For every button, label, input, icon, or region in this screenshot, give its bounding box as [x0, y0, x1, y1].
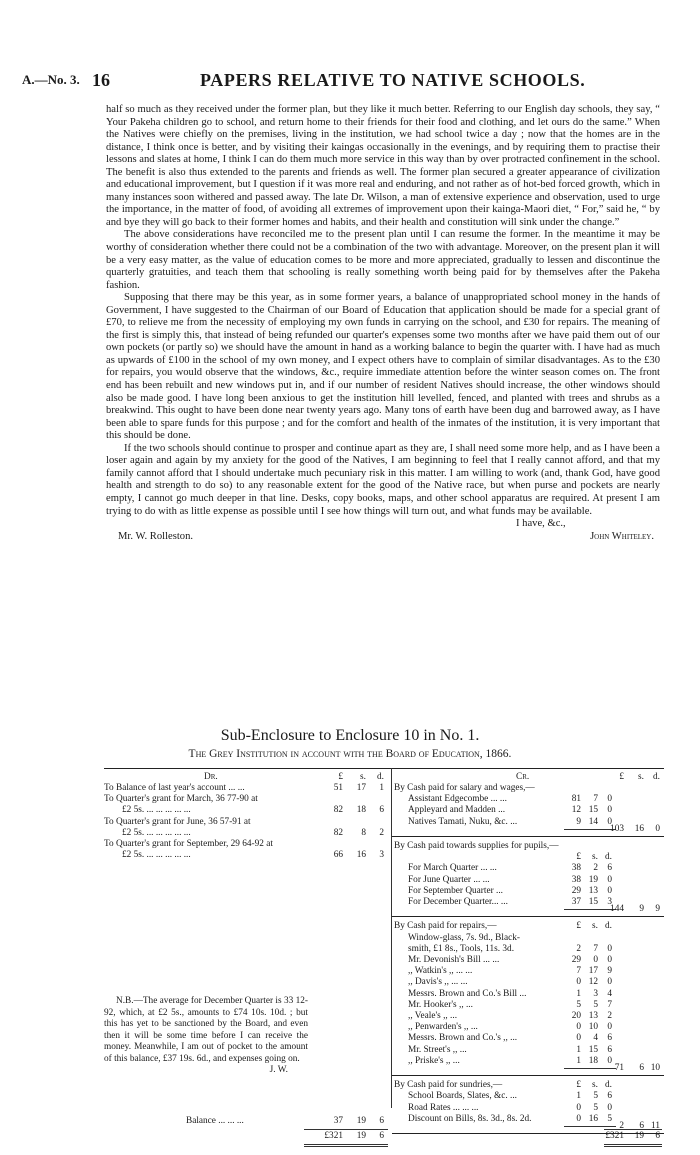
page-header [0, 72, 700, 92]
note-initials: J. W. [269, 1065, 288, 1075]
credit-item-label: Messrs. Brown and Co.'s ,, ... [408, 1033, 518, 1044]
credit-item-shillings: 2 [593, 863, 598, 874]
credit-group-total-shillings: 6 [639, 1121, 644, 1131]
debit-entry-text: £2 5s. ... ... ... ... ... [122, 805, 191, 816]
page-title: PAPERS RELATIVE TO NATIVE SCHOOLS. [200, 70, 586, 90]
debit-entry-pence: 6 [379, 805, 384, 816]
account-note [104, 996, 308, 1077]
cr-shillings-header: s. [638, 772, 644, 782]
dr-pounds-header: £ [338, 772, 343, 782]
credit-item-pounds: 7 [576, 966, 581, 977]
credit-item-shillings: 14 [588, 816, 598, 827]
credit-item-label: ,, Penwarden's ,, ... [408, 1022, 478, 1033]
cr-total-shillings: 19 [634, 1131, 644, 1142]
credit-item-pounds: 38 [571, 863, 581, 874]
credit-group-total-shillings: 6 [639, 1063, 644, 1073]
credit-item-shillings: 3 [593, 988, 598, 999]
credit-item-label: ,, Priske's ,, ... [408, 1055, 460, 1066]
cr-total-pounds: £321 [605, 1131, 624, 1142]
credit-item-shillings: 10 [588, 1022, 598, 1033]
credit-item-shillings: 7 [593, 943, 598, 954]
credit-item-pounds: 29 [571, 955, 581, 965]
credit-group-title: By Cash paid towards supplies for pupils,— [394, 841, 559, 851]
debit-entry-pounds: 66 [333, 850, 343, 861]
credit-item-pence: 0 [607, 794, 612, 805]
column-divider [391, 768, 392, 1108]
debit-entry-text: £2 5s. ... ... ... ... ... [122, 827, 191, 838]
credit-item-label: Mr. Street's ,, ... [408, 1044, 467, 1055]
credit-group-total-pence: 9 [655, 904, 660, 915]
cr-pence-header: d. [653, 772, 660, 782]
credit-item-label: smith, £1 8s., Tools, 11s. 3d. [408, 943, 515, 954]
credit-item-pounds: 0 [576, 977, 581, 988]
credit-group-total-pence: 10 [650, 1063, 660, 1073]
account-table [104, 768, 664, 1142]
credit-item-pence: 0 [607, 977, 612, 988]
addressee: Mr. W. Rolleston. [118, 531, 194, 543]
credit-item-shillings: 16 [588, 1113, 598, 1124]
credit-group-total-shillings: 16 [634, 823, 644, 834]
credit-item-pounds: 1 [576, 1055, 581, 1066]
credit-item-pence: 0 [607, 943, 612, 954]
letter-body [106, 104, 660, 544]
credit-group-title: By Cash paid for salary and wages,— [394, 783, 535, 793]
credit-item-shillings: 18 [588, 1055, 598, 1066]
credit-item-shillings: 0 [593, 955, 598, 965]
document-reference: A.—No. 3. [22, 72, 80, 87]
credit-item-shillings: 15 [588, 897, 598, 907]
credit-shillings-subheader: s. [592, 852, 598, 863]
closing-phrase: I have, &c., [516, 518, 566, 530]
dr-total-pence: 6 [379, 1131, 384, 1142]
debit-entry-text: To Quarter's grant for September, 29 64-92 at [104, 839, 273, 849]
credit-item-pounds: 0 [576, 1102, 581, 1113]
credit-item-pounds: 37 [571, 897, 581, 907]
credit-item-shillings: 19 [588, 874, 598, 885]
credit-item-pence: 0 [607, 1102, 612, 1113]
credit-item-label: Road Rates ... ... ... [408, 1102, 479, 1113]
credit-item-label: Mr. Hooker's ,, ... [408, 999, 473, 1010]
credit-item-label: For September Quarter ... [408, 885, 504, 896]
credit-pence-subheader: d. [605, 921, 612, 932]
credit-item-pence: 0 [607, 1022, 612, 1033]
credit-item-pounds: 5 [576, 999, 581, 1010]
credit-item-pounds: 0 [576, 1022, 581, 1033]
dr-shillings-header: s. [360, 772, 366, 782]
dr-label: Dr. [204, 772, 218, 782]
credit-item-pounds: 0 [576, 1033, 581, 1044]
debit-entry-pence: 1 [379, 783, 384, 793]
debit-entry-text: To Quarter's grant for June, 36 57-91 at [104, 816, 251, 827]
table-top-rule [104, 768, 664, 769]
dr-total-shillings: 19 [356, 1131, 366, 1142]
balance-pounds: 37 [333, 1116, 343, 1126]
balance-pence: 6 [379, 1116, 384, 1126]
credit-item-pounds: 2 [576, 943, 581, 954]
subtotal-rule [564, 909, 616, 910]
credit-item-pence: 6 [607, 863, 612, 874]
credit-pounds-subheader: £ [576, 852, 581, 863]
credit-item-label: Assistant Edgecombe ... ... [408, 794, 507, 805]
credit-pounds-subheader: £ [576, 921, 581, 932]
credit-shillings-subheader: s. [592, 1080, 598, 1091]
credit-group-total-shillings: 9 [639, 904, 644, 915]
cr-label: Cr. [516, 772, 530, 782]
cr-total-pence: 6 [655, 1131, 660, 1142]
credit-item-shillings: 15 [588, 1044, 598, 1055]
credit-item-pence: 6 [607, 1044, 612, 1055]
credit-item-shillings: 17 [588, 966, 598, 977]
dr-pence-header: d. [377, 772, 384, 782]
paragraph: Supposing that there may be this year, as in some former years, a balance of unappropriated school money in the hands of Government, I have suggested to the Chairman of our Board of Education that application should be made for a special grant of £70, to relieve me from the necessity of employing my own funds in carrying on the school, and £30 for repairs. The meaning of the first is simply this, that instead of being refunded our quarter's expenses some two months after we have paid them out of our own pockets (or partly so) we should have the amount in hand as a working balance to begin the quarter with. I have had as much as upwards of £100 in the school of my own money, and I expect others have to complain of similar disadvantages. As to the £30 for repairs, you would observe that the windows, &c., require immediate attention before the winter season comes on. The front end has been rebuilt and new windows put in, and if our number of resident Natives should increase, the other windows should also be made good. I have long been anxious to get the institution hill levelled, fenced, and planted with trees and shrubs as a breakwind. This ought to have been done near twenty years ago. Many tons of earth have been dug and barrowed away, as I have been able to spare funds for this purpose ; and for the comfort and health of the inmates of the institution, it is very important that this should be done. [106, 292, 660, 442]
subtotal-rule [564, 1126, 616, 1127]
credit-item-pence: 9 [607, 966, 612, 977]
total-rule [304, 1129, 388, 1130]
credit-item-shillings: 13 [588, 885, 598, 896]
credit-item-pounds: 1 [576, 1091, 581, 1102]
credit-item-pence: 0 [607, 955, 612, 965]
credit-item-label: Messrs. Brown and Co.'s Bill ... [408, 988, 527, 999]
credit-item-pounds: 9 [576, 816, 581, 827]
credit-item-pence: 6 [607, 1091, 612, 1102]
debit-entry-pounds: 51 [333, 783, 343, 793]
dr-total-pounds: £321 [324, 1131, 343, 1142]
paragraph: The above considerations have reconciled me to the present plan until I can resume the former. In the meantime it may be worthy of consideration whether there could not be a combination of the two with advantage. Moreover, on the present plan it will be a very easy matter, as the value of education comes to be more and more appreciated, gradually to lessen and discontinue the quarterly gratuities, and teach them that schooling is really something worth being paid for by themselves after the Pakeha fashion. [106, 229, 660, 291]
credit-group-total-pence: 0 [655, 823, 660, 834]
double-rule [304, 1144, 388, 1147]
credit-item-shillings: 12 [588, 977, 598, 988]
credit-item-label: For December Quarter... ... [408, 897, 508, 907]
debit-entry-pounds: 82 [333, 805, 343, 816]
credit-item-pounds: 81 [571, 794, 581, 805]
credit-group-title: By Cash paid for sundries,— [394, 1080, 503, 1091]
credit-item-shillings: 13 [588, 1011, 598, 1021]
credit-item-pence: 3 [607, 897, 612, 907]
credit-item-pence: 0 [607, 805, 612, 816]
signature-line [106, 531, 660, 544]
credit-item-pence: 4 [607, 988, 612, 999]
credit-group-total-pence: 11 [651, 1121, 660, 1131]
balance-label: Balance ... ... ... [186, 1116, 244, 1126]
credit-item-pence: 7 [607, 999, 612, 1010]
credit-group-total-pounds: 103 [610, 823, 624, 834]
credit-item-pounds: 38 [571, 874, 581, 885]
credit-group-title: Window-glass, 7s. 9d., Black- [408, 932, 520, 943]
credit-item-label: Natives Tamati, Nuku, &c. ... [408, 816, 518, 827]
total-rule [604, 1129, 662, 1130]
subenclosure-subheading: The Grey Institution in account with the Board of Education, 1866. [188, 748, 512, 760]
credit-item-pence: 5 [607, 1113, 612, 1124]
paragraph: If the two schools should continue to prosper and continue apart as they are, I shall need some more help, and as I have been a loser again and again by my anxiety for the good of the Natives, I am beginning to feel that I really cannot afford, and that my family cannot afford that I should undertake much pecuniary risk in this matter. I am willing to work (and, thank God, have good health and strength to do so) to any reasonable extent for the good of the Native race, but when purse and pockets are nearly empty, I cannot go much deeper in that line. Desks, copy books, maps, and other school apparatus are required. At present I am trying to do with as little expense as possible until I see how things will turn out, and what funds may be available. [106, 442, 660, 517]
credit-item-label: For March Quarter ... ... [408, 863, 497, 874]
double-rule [604, 1144, 662, 1147]
credit-item-shillings: 5 [593, 1102, 598, 1113]
debit-entry-shillings: 18 [356, 805, 366, 816]
credit-item-label: School Boards, Slates, &c. ... [408, 1091, 517, 1102]
credit-item-pence: 0 [607, 1055, 612, 1066]
credit-item-shillings: 4 [593, 1033, 598, 1044]
group-divider [392, 836, 664, 837]
credit-item-label: ,, Davis's ,, ... ... [408, 977, 468, 988]
credit-pence-subheader: d. [605, 852, 612, 863]
debit-entry-pounds: 82 [333, 827, 343, 838]
credit-item-shillings: 15 [588, 805, 598, 816]
debit-entry-pence: 3 [379, 850, 384, 861]
closing-line [106, 518, 660, 531]
credit-group-total-pounds: 144 [610, 904, 624, 915]
subtotal-rule [564, 1068, 616, 1069]
credit-item-pence: 2 [607, 1011, 612, 1021]
debit-entry-text: To Quarter's grant for March, 36 77-90 at [104, 794, 258, 805]
debit-entry-shillings: 8 [361, 827, 366, 838]
credit-pence-subheader: d. [605, 1080, 612, 1091]
cr-pounds-header: £ [619, 772, 624, 782]
credit-pounds-subheader: £ [576, 1080, 581, 1091]
paragraph: half so much as they received under the former plan, but they like it much better. Referring to our English day schools, they say, “ Your Pakeha children go to school, and return home to their friends for their food and clothing, and let ours do the same.” When the Natives were chiefly on the premises, living in the institution, we had school twice a day ; now that the homes are in the distance, I think once is better, and by visiting their kaingas occasionally in the evenings, and by requiring them to practise their lessons and slates at home, I think I can do them much more service in this way than by over protracted confinement in the school. The benefit is also thus extended to the parents and friends as well. The former plan secured a greater appearance of civilization and educational improvement, but I question if it was more real and enduring, and not rather as of hot-bed forced growth, which in many instances soon withered and passed away. The late Dr. Wilson, a man of extensive experience and observation, used to urge the importance, in the matter of food, of avoiding all extremes of improvement upon their kainga-Maori diet, “ For,” said he, “ by and bye they will go back to their former homes and habits, and their health and constitution will sink under the change.” [106, 104, 660, 228]
credit-group-total-pounds: 2 [619, 1121, 624, 1131]
credit-item-pounds: 20 [571, 1011, 581, 1021]
debit-entry-pence: 2 [379, 827, 384, 838]
subtotal-rule [564, 829, 616, 830]
credit-item-label: ,, Watkin's ,, ... ... [408, 966, 473, 977]
credit-shillings-subheader: s. [592, 921, 598, 932]
credit-item-shillings: 5 [593, 1091, 598, 1102]
credit-group-total-pounds: 71 [614, 1063, 624, 1073]
credit-item-pounds: 0 [576, 1113, 581, 1124]
credit-item-label: ,, Veale's ,, ... [408, 1011, 458, 1021]
credit-item-pounds: 12 [571, 805, 581, 816]
subenclosure-heading: Sub-Enclosure to Enclosure 10 in No. 1. [220, 727, 480, 744]
credit-item-shillings: 5 [593, 999, 598, 1010]
credit-item-label: Mr. Devonish's Bill ... ... [408, 955, 500, 965]
signature: John Whiteley. [590, 531, 654, 543]
debit-entry-text: To Balance of last year's account ... ... [104, 783, 245, 793]
credit-item-pounds: 1 [576, 988, 581, 999]
credit-item-pence: 6 [607, 1033, 612, 1044]
credit-item-label: Discount on Bills, 8s. 3d., 8s. 2d. [408, 1113, 532, 1124]
credit-item-pence: 0 [607, 874, 612, 885]
credit-item-pounds: 29 [571, 885, 581, 896]
credit-item-label: Appleyard and Madden ... [408, 805, 506, 816]
credit-item-pounds: 1 [576, 1044, 581, 1055]
balance-shillings: 19 [356, 1116, 366, 1126]
debit-entry-shillings: 17 [356, 783, 366, 793]
group-divider [392, 1075, 664, 1076]
debit-entry-text: £2 5s. ... ... ... ... ... [122, 850, 191, 861]
credit-item-label: For June Quarter ... ... [408, 874, 490, 885]
credit-item-pence: 0 [607, 816, 612, 827]
page-number: 16 [92, 70, 110, 90]
credit-item-pence: 0 [607, 885, 612, 896]
group-divider [392, 916, 664, 917]
note-text: N.B.—The average for December Quarter is 33 12-92, which, at £2 5s., amounts to £74 10s. 10d. ; but this has yet to be sanctioned by the Board, and even then it will be some time before I can receive the money. Meanwhile, I am out of pocket to the amount of this balance, £37 19s. 6d., and expenses going on. [104, 996, 308, 1064]
debit-entry-shillings: 16 [356, 850, 366, 861]
credit-item-shillings: 7 [593, 794, 598, 805]
credit-group-title: By Cash paid for repairs,— [394, 921, 497, 932]
